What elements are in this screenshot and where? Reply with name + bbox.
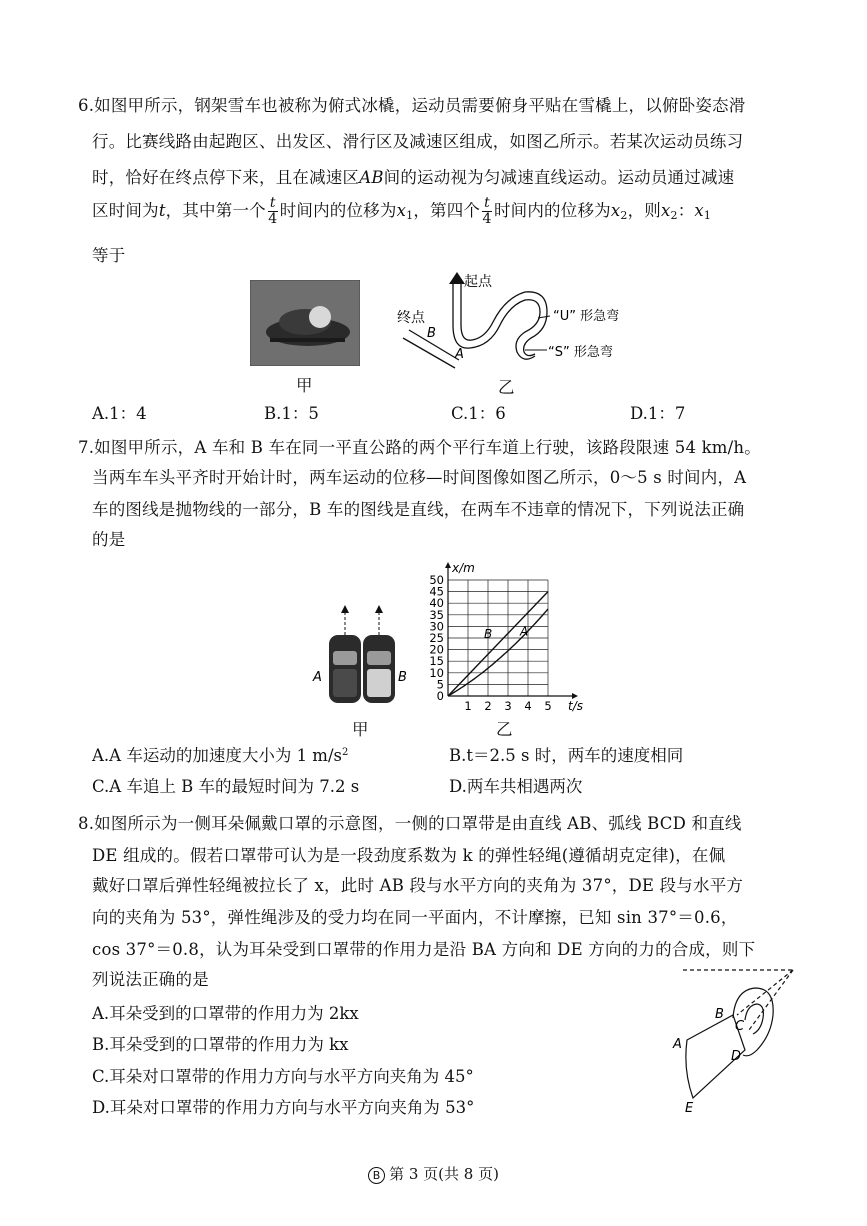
q8-option-d[interactable]: D.耳朵对口罩带的作用力方向与水平方向夹角为 53° (92, 1098, 475, 1117)
q6-line-2: 行。比赛线路由起跑区、出发区、滑行区及减速区组成，如图乙所示。若某次运动员练习 (92, 132, 744, 151)
q8-line-5: cos 37°＝0.8，认为耳朵受到口罩带的作用力是沿 BA 方向和 DE 方向的力的合成，则下 (92, 940, 756, 959)
x-tick-label: 5 (544, 699, 552, 713)
q7-line-3: 车的图线是抛物线的一部分，B 车的图线是直线，在两车不违章的情况下，下列说法正确 (92, 500, 745, 519)
q7-label-jia: 甲 (352, 720, 369, 739)
chart-grid (448, 580, 548, 696)
q8-option-b[interactable]: B.耳朵受到的口罩带的作用力为 kx (92, 1035, 349, 1054)
chart-ticks (429, 561, 583, 713)
car-a-windshield (333, 651, 357, 665)
chart-series (448, 592, 548, 696)
ear-point-c: C (735, 1019, 745, 1034)
q6-line-1: 6.如图甲所示，钢架雪车也被称为俯式冰橇，运动员需要俯身平贴在雪橇上，以俯卧姿态滑 (78, 96, 746, 115)
q6-fraction (482, 196, 492, 227)
ear-point-b: B (715, 1007, 724, 1022)
q6-text: ，则 (627, 201, 661, 220)
q6-text: ，其中第一个 (165, 201, 266, 220)
start-arrow-icon (449, 272, 465, 284)
car-b-arrow-icon (375, 605, 383, 613)
y-tick-label: 15 (429, 654, 444, 669)
car-b-windshield (367, 651, 391, 665)
q6-option-b[interactable]: B.1：5 (264, 404, 319, 423)
q6-fraction (268, 196, 278, 227)
q8-ear-figure (665, 960, 805, 1120)
q6-label-jia: 甲 (296, 376, 313, 395)
q7-line-2: 当两车车头平齐时开始计时，两车运动的位移—时间图像如图乙所示，0～5 s 时间内，A (92, 468, 747, 487)
x-tick-label: 2 (484, 699, 492, 713)
q6-line-5: 等于 (92, 246, 126, 265)
q6-var-x: x (610, 201, 621, 220)
q6-label-yi: 乙 (498, 378, 515, 397)
q7-option-b[interactable]: B.t＝2.5 s 时，两车的速度相同 (449, 746, 684, 765)
s-curve-label: “S” 形急弯 (548, 345, 613, 360)
q6-photo-figure (250, 280, 360, 366)
q6-track-figure (395, 270, 675, 370)
frac-den: 4 (482, 211, 492, 227)
q7-label-yi: 乙 (496, 720, 513, 739)
ear-point-d: D (731, 1049, 742, 1064)
y-axis-label: x/m (452, 561, 475, 575)
paper-version-badge: B (368, 1167, 385, 1184)
q6-text: 时间内的位移为 (493, 201, 611, 220)
q7-cars-figure (305, 605, 415, 710)
series-line-a (448, 609, 548, 696)
track-outer (453, 282, 540, 359)
car-a-arrow-icon (341, 605, 349, 613)
y-tick-label: 50 (429, 573, 444, 587)
q7-option-d[interactable]: D.两车共相遇两次 (449, 777, 583, 796)
q6-text: ，第四个 (413, 201, 481, 220)
series-line-b (448, 592, 548, 696)
q7-option-a-text: A.A 车运动的加速度大小为 1 m/s (92, 746, 342, 765)
page-number: 第 3 页(共 8 页) (389, 1165, 499, 1183)
series-label-a: A (520, 624, 529, 639)
q6-sub: 1 (406, 209, 414, 222)
q6-var-x: x (660, 201, 671, 220)
car-a-label: A (313, 670, 322, 685)
x-tick-label: 3 (504, 699, 512, 713)
q8-line-3: 戴好口罩后弹性轻绳被拉长了 x，此时 AB 段与水平方向的夹角为 37°，DE 段与水平方 (92, 876, 744, 895)
q7-option-c[interactable]: C.A 车追上 B 车的最短时间为 7.2 s (92, 777, 360, 796)
q6-text: ： (677, 201, 695, 220)
page-footer (0, 1163, 867, 1184)
q6-option-d[interactable]: D.1：7 (630, 404, 686, 423)
y-tick-label: 20 (429, 642, 444, 657)
dashed-direction-1 (737, 970, 793, 1015)
q8-line-4: 向的夹角为 53°，弹性绳涉及的受力均在同一平面内，不计摩擦，已知 sin 37°＝0.6， (92, 908, 738, 927)
q6-sub: 2 (620, 209, 628, 222)
car-a-roof (333, 669, 357, 697)
track-point-a: A (455, 347, 464, 362)
frac-den: 4 (268, 211, 278, 227)
u-curve-label: “U” 形急弯 (553, 309, 620, 324)
q6-sub: 2 (670, 209, 678, 222)
q6-var-x: x (694, 201, 704, 220)
y-tick-label: 0 (436, 689, 444, 703)
q6-text: 间的运动视为匀减速直线运动。运动员通过减速 (383, 168, 735, 187)
q6-text: 时间内的位移为 (279, 201, 397, 220)
y-tick-label: 10 (429, 665, 444, 680)
q6-text: 区时间为 (92, 201, 159, 220)
q6-line-3 (92, 164, 734, 188)
q8-line-2: DE 组成的。假若口罩带可认为是一段劲度系数为 k 的弹性轻绳(遵循胡克定律)，在佩 (92, 846, 726, 865)
y-tick-label: 35 (429, 607, 444, 622)
q6-ab: AB (359, 168, 384, 187)
y-axis-arrow-icon (445, 562, 451, 568)
sled-runner (270, 338, 345, 342)
q6-text: 时，恰好在终点停下来，且在减速区 (92, 168, 360, 187)
track-start-label: 起点 (464, 274, 492, 290)
q6-var-t: t (158, 201, 166, 220)
frac-num: t (484, 195, 490, 211)
q6-var-x: x (396, 201, 407, 220)
dashed-direction-2 (749, 970, 793, 1030)
y-tick-label: 25 (429, 631, 444, 645)
track-point-b: B (427, 326, 436, 341)
q7-line-4: 的是 (92, 530, 126, 549)
car-b-roof (367, 669, 391, 697)
q7-option-a-sup: 2 (341, 747, 349, 758)
y-tick-label: 40 (429, 596, 444, 611)
ear-point-a: A (673, 1037, 682, 1052)
athlete-helmet (309, 306, 331, 328)
y-tick-label: 30 (429, 619, 444, 634)
q6-option-a[interactable]: A.1：4 (92, 404, 147, 423)
q7-xt-chart (420, 560, 590, 718)
q8-line-6: 列说法正确的是 (92, 970, 209, 989)
x-tick-label: 4 (524, 699, 532, 713)
q6-line-4 (92, 196, 711, 227)
frac-num: t (269, 195, 276, 211)
ear-point-e: E (685, 1101, 694, 1116)
track-finish-label: 终点 (397, 310, 425, 326)
y-tick-label: 5 (436, 677, 444, 692)
car-b-label: B (398, 670, 407, 685)
q7-line-1: 7.如图甲所示，A 车和 B 车在同一平直公路的两个平行车道上行驶，该路段限速 54 km/h。 (78, 438, 761, 457)
series-label-b: B (484, 627, 493, 641)
x-axis-label: t/s (568, 699, 583, 713)
q8-option-a[interactable]: A.耳朵受到的口罩带的作用力为 2kx (92, 1004, 359, 1023)
q6-sub: 1 (703, 209, 712, 222)
q6-option-c[interactable]: C.1：6 (451, 404, 506, 423)
x-tick-label: 1 (464, 699, 472, 713)
y-tick-label: 45 (429, 584, 444, 599)
q8-line-1: 8.如图所示为一侧耳朵佩戴口罩的示意图，一侧的口罩带是由直线 AB、弧线 BCD 和直线 (78, 814, 742, 833)
ear-inner (745, 1004, 763, 1034)
q7-option-a[interactable] (92, 742, 348, 766)
q8-option-c[interactable]: C.耳朵对口罩带的作用力方向与水平方向夹角为 45° (92, 1067, 474, 1086)
